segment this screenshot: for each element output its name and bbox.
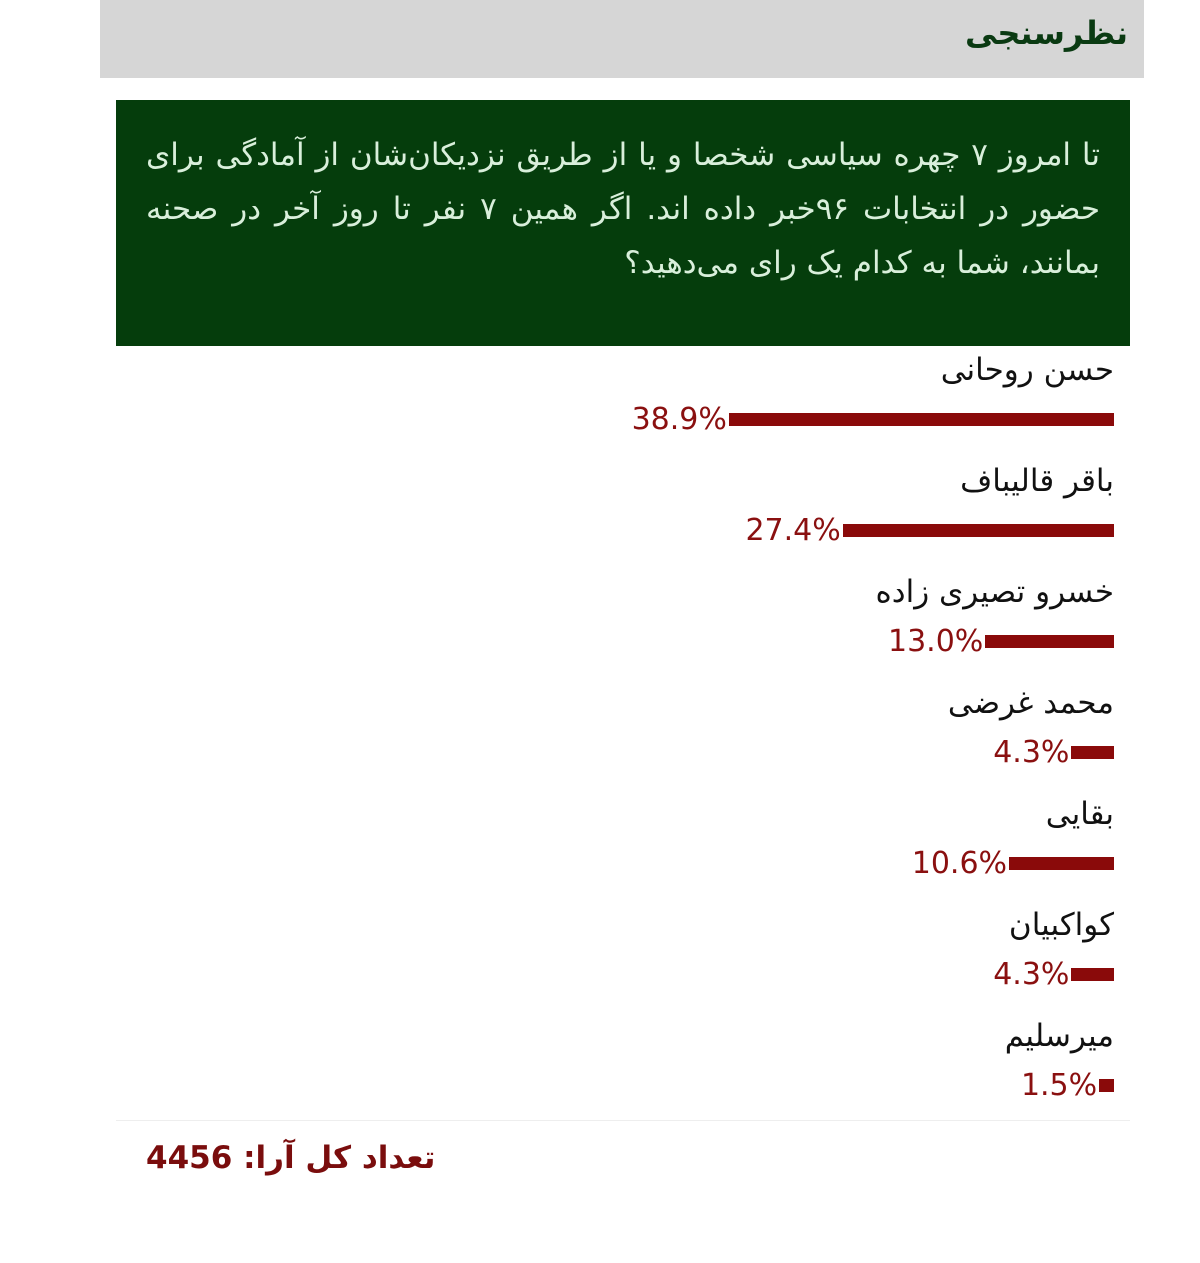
poll-option-label: باقر قالیباف [960, 463, 1114, 499]
poll-option-bar-track [124, 400, 1114, 440]
poll-option-bar-track [124, 955, 1114, 995]
poll-option-bar [1009, 857, 1114, 870]
poll-option-percent: 10.6% [911, 846, 1008, 881]
total-votes-label: تعداد کل آرا: [243, 1140, 436, 1176]
poll-option-bar-track [124, 844, 1114, 884]
poll-option-label: میرسلیم [1004, 1018, 1114, 1054]
poll-title: نظرسنجی [964, 14, 1128, 52]
poll-option-bar-track [124, 622, 1114, 662]
total-votes [146, 1140, 435, 1176]
poll-option[interactable] [116, 794, 1114, 905]
poll-option-label: بقایی [1045, 796, 1114, 832]
poll-option-label: خسرو تصیری زاده [875, 574, 1114, 610]
poll-option[interactable] [116, 683, 1114, 794]
poll-option-percent: 1.5% [1020, 1068, 1098, 1103]
poll-option-bar [985, 635, 1114, 648]
poll-option-bar-track [124, 511, 1114, 551]
poll-option[interactable] [116, 461, 1114, 572]
poll-option-label: حسن روحانی [940, 352, 1114, 388]
poll-option[interactable] [116, 1016, 1114, 1127]
poll-header [100, 0, 1144, 78]
poll-option-bar-row [124, 844, 1114, 884]
poll-option-label: محمد غرضی [947, 685, 1114, 721]
poll-option-bar-row [124, 955, 1114, 995]
poll-option-bar-track [124, 1066, 1114, 1106]
poll-option[interactable] [116, 572, 1114, 683]
poll-question-text: تا امروز ۷ چهره سیاسی شخصا و یا از طریق نزدیکان‌شان از آمادگی برای حضور در انتخابات ۹۶خبر داده اند. اگر همین ۷ نفر تا روز آخر در صحنه بمانند، شما به کدام یک رای می‌دهید؟ [146, 137, 1100, 281]
poll-option-percent: 13.0% [888, 624, 984, 659]
poll-option-bar [729, 413, 1114, 426]
poll-option-bar-track [124, 733, 1114, 773]
poll-option-bar [1099, 1079, 1114, 1092]
poll-option-label: کواکبیان [1008, 907, 1114, 943]
poll-question-box [116, 100, 1130, 346]
poll-option-bar-row [124, 400, 1114, 440]
poll-option-percent: 4.3% [993, 735, 1070, 770]
poll-option[interactable] [116, 905, 1114, 1016]
poll-option[interactable] [116, 350, 1114, 461]
divider [116, 1120, 1130, 1121]
poll-option-bar [1071, 968, 1114, 981]
poll-option-bar [843, 524, 1114, 537]
poll-option-percent: 27.4% [745, 513, 841, 548]
poll-option-bar-row [124, 733, 1114, 773]
poll-option-bar-row [124, 622, 1114, 662]
poll-option-bar [1071, 746, 1114, 759]
poll-option-bar-row [124, 511, 1114, 551]
poll-option-percent: 4.3% [993, 957, 1070, 992]
poll-options-list [116, 350, 1114, 1127]
poll-option-percent: 38.9% [631, 402, 727, 437]
total-votes-value: 4456 [146, 1140, 233, 1176]
poll-option-bar-row [124, 1066, 1114, 1106]
